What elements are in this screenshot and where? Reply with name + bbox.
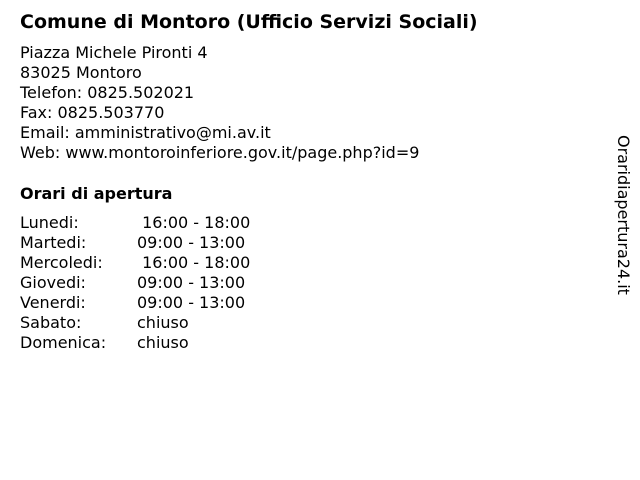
hours-row-saturday	[20, 313, 250, 333]
street-address: Piazza Michele Pironti 4	[20, 43, 208, 62]
hours-row-friday	[20, 293, 250, 313]
page-title: Comune di Montoro (Ufficio Servizi Sociali)	[20, 11, 478, 33]
day-label: Lunedi:	[20, 213, 79, 232]
opening-hours-heading: Orari di apertura	[20, 184, 173, 203]
city-postcode: 83025 Montoro	[20, 63, 142, 82]
day-label: Mercoledi:	[20, 253, 103, 272]
day-label: Giovedi:	[20, 273, 86, 292]
time-value: 09:00 - 13:00	[137, 233, 246, 252]
time-value: 09:00 - 13:00	[137, 293, 246, 312]
watermark-container	[613, 135, 633, 309]
time-value: chiuso	[137, 333, 189, 352]
fax-number: Fax: 0825.503770	[20, 103, 165, 122]
website-url: Web: www.montoroinferiore.gov.it/page.php?id=9	[20, 143, 420, 162]
email-address: Email: amministrativo@mi.av.it	[20, 123, 271, 142]
phone-number: Telefon: 0825.502021	[20, 83, 195, 102]
time-value: chiuso	[137, 313, 189, 332]
hours-row-thursday	[20, 273, 250, 293]
address-block	[20, 43, 419, 163]
hours-row-wednesday	[20, 253, 250, 273]
day-label: Domenica:	[20, 333, 107, 352]
day-label: Sabato:	[20, 313, 82, 332]
hours-row-sunday	[20, 333, 250, 353]
time-value: 09:00 - 13:00	[137, 273, 246, 292]
hours-row-monday	[20, 213, 250, 233]
hours-row-tuesday	[20, 233, 250, 253]
day-label: Venerdi:	[20, 293, 86, 312]
opening-hours-table	[20, 213, 250, 353]
time-value: 16:00 - 18:00	[137, 253, 251, 272]
day-label: Martedi:	[20, 233, 87, 252]
time-value: 16:00 - 18:00	[137, 213, 251, 232]
site-watermark: Oraridiapertura24.it	[614, 135, 633, 295]
